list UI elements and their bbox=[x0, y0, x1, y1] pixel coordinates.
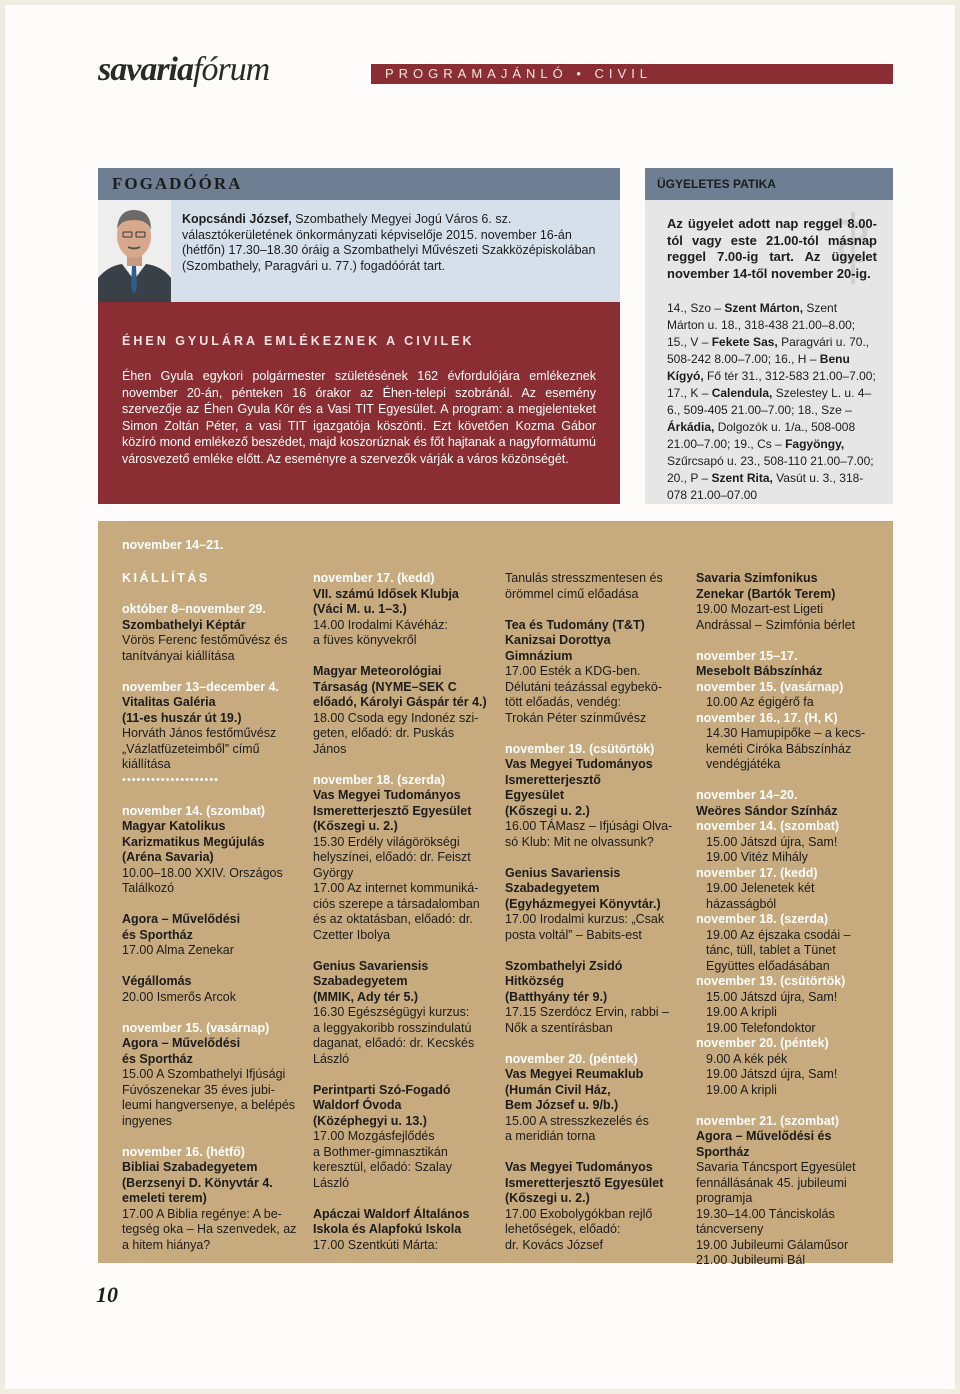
program-line: táncverseny bbox=[696, 1222, 764, 1236]
program-line: Társaság (NYME–SEK C bbox=[313, 679, 457, 694]
program-line: fennállásának 45. jubileumi bbox=[696, 1175, 847, 1190]
program-line: Szabadegyetem bbox=[313, 974, 408, 988]
program-line: 19.00 Jelenetek két házasságból bbox=[706, 881, 815, 911]
program-line: Bibliai Szabadegyetem bbox=[122, 1160, 258, 1174]
program-line: 17.00 Az internet kommuniká- bbox=[313, 881, 479, 895]
program-line: 17.00 Irodalmi kurzus: „Csak bbox=[505, 912, 665, 926]
program-line: Szombathelyi Zsidó bbox=[505, 958, 623, 973]
program-line: Gimnázium bbox=[505, 648, 573, 663]
program-line: 15.00 A Szombathelyi Ifjúsági bbox=[122, 1067, 286, 1081]
program-line: és Sportház bbox=[122, 927, 193, 942]
program-line: 16.00 TÁMasz – Ifjúsági Olva- bbox=[505, 819, 673, 833]
program-line: (11-es huszár út 19.) bbox=[122, 710, 242, 725]
program-line: 10.00 Az égigérő fa bbox=[706, 695, 814, 709]
program-line: tánc, tüll, tablet a Tünet bbox=[706, 943, 836, 957]
program-line: november 14. (szombat) bbox=[696, 819, 840, 833]
program-line: Agora – Művelődési bbox=[122, 1036, 241, 1050]
program-line: 19.00 Telefondoktor bbox=[706, 1020, 816, 1035]
patika-entry-name: Benu Kígyó, bbox=[667, 352, 850, 383]
program-line: november 17. (kedd) bbox=[313, 571, 435, 585]
program-line: Horváth János festőművész bbox=[122, 726, 277, 740]
program-line: a füves könyvekről bbox=[313, 633, 417, 647]
patika-header bbox=[645, 168, 893, 200]
program-line: Perintparti Szó-Fogadó bbox=[313, 1082, 451, 1097]
program-line: 14.00 Irodalmi Kávéház: bbox=[313, 617, 448, 632]
program-line: (Aréna Savaria) bbox=[122, 850, 214, 864]
program-line: (Kőszegi u. 2.) bbox=[505, 803, 590, 818]
program-line: Trokán Péter színművész bbox=[505, 710, 647, 725]
program-line: Magyar Katolikus bbox=[122, 819, 226, 833]
program-line: Agora – Művelődési bbox=[122, 912, 241, 926]
program-line: 19.00 Jubileumi Gálaműsor bbox=[696, 1237, 849, 1252]
program-line: Tanulás stresszmentesen és bbox=[505, 571, 663, 585]
program-line: 19.00 Vitéz Mihály bbox=[706, 850, 808, 864]
program-line: Nők a szentírásban bbox=[505, 1020, 613, 1035]
program-line: ciós szerepe a társadalomban bbox=[313, 896, 480, 911]
spacer bbox=[313, 943, 491, 959]
program-line: kiállítása bbox=[122, 757, 171, 771]
program-line: november 14. (szombat) bbox=[122, 803, 266, 818]
program-line: lehetőségek, előadó: bbox=[505, 1222, 621, 1236]
program-column-2 bbox=[313, 571, 491, 1253]
program-line: János bbox=[313, 741, 347, 756]
program-line: 19.00 Az éjszaka csodái – bbox=[706, 927, 851, 942]
program-line: posta voltál” – Babits-est bbox=[505, 927, 642, 942]
program-line: (Váci M. u. 1–3.) bbox=[313, 602, 407, 616]
program-line: 17.00 Exobolygókban rejlő bbox=[505, 1206, 653, 1221]
program-line: a leggyakoribb rosszindulatú bbox=[313, 1020, 472, 1035]
section-header-bar: PROGRAMAJÁNLÓ • CIVIL bbox=[371, 64, 893, 84]
spacer bbox=[505, 1036, 683, 1052]
program-line: 17.00 Mozgásfejlődés bbox=[313, 1129, 435, 1143]
program-line: „Vázlatfüzeteimből” című bbox=[122, 741, 260, 756]
program-line: Vas Megyei Tudományos bbox=[505, 757, 653, 771]
program-line: 9.00 A kék pék bbox=[706, 1051, 788, 1066]
page-number: 10 bbox=[96, 1282, 118, 1307]
program-line: László bbox=[313, 1051, 350, 1066]
program-line: 16.30 Egészségügyi kurzus: bbox=[313, 1005, 470, 1019]
patika-entry-post: Vasút u. 3., 318-078 21.00–07.00 bbox=[667, 471, 864, 502]
patika-list bbox=[667, 300, 877, 504]
program-line: Hitközség bbox=[505, 974, 565, 988]
program-line: 17.00 Alma Zenekar bbox=[122, 943, 234, 957]
program-line: programja bbox=[696, 1191, 753, 1205]
program-line: november 16., 17. (H, K) bbox=[696, 710, 838, 725]
program-line: 19.00 A kripli bbox=[706, 1082, 777, 1097]
program-line: november 15. (vasárnap) bbox=[122, 1020, 270, 1035]
patika-entry-post: Szent Márton u. 18., 318-438 21.00–8.00; bbox=[667, 301, 856, 332]
patika-entry-name: Árkádia, bbox=[667, 420, 715, 434]
program-line: Iskola és Alapfokú Iskola bbox=[313, 1222, 462, 1236]
spacer bbox=[313, 757, 491, 773]
program-column-1 bbox=[122, 571, 300, 1253]
program-line: (Kőszegi u. 2.) bbox=[505, 1191, 590, 1205]
program-line: Kanizsai Dorottya bbox=[505, 633, 611, 647]
program-line: 21.00 Jubileumi Bál bbox=[696, 1253, 806, 1267]
patika-entry-name: Fekete Sas, bbox=[711, 335, 778, 349]
program-line: Szabadegyetem bbox=[505, 881, 600, 895]
program-line: dr. Kovács József bbox=[505, 1237, 603, 1252]
patika-entry-post: Paragvári u. 70., 508-242 8.00–7.00; bbox=[667, 335, 870, 366]
program-column-3 bbox=[505, 571, 683, 1253]
patika-entry-post: Szelestey L. u. 4–6., 509-405 21.00–7.00; bbox=[667, 386, 872, 417]
fogadoora-description: Szombathely Megyei Jogú Város 6. sz. választókerületének önkormányzati képviselője 2015. november 16-án (hétfőn) 17.30–18.30 óráig a Szombathelyi Művészeti Szakközépiskolában (Szombathely, Paragvári u. 77.) fogadóórát tart. bbox=[182, 212, 596, 273]
program-line: helyszínei, előadó: dr. Feiszt bbox=[313, 850, 471, 864]
program-line: előadó, Károlyi Gáspár tér 4.) bbox=[313, 695, 487, 709]
logo-part-savaria: savaria bbox=[98, 51, 193, 88]
program-line: 17.00 A Biblia regénye: A be- bbox=[122, 1206, 282, 1221]
spacer bbox=[122, 1005, 300, 1021]
spacer bbox=[505, 1145, 683, 1161]
program-line: keresztül, előadó: Szalay bbox=[313, 1160, 452, 1174]
program-line: Együttes előadásában bbox=[706, 958, 830, 973]
program-line: tött előadás, vendég: bbox=[505, 695, 622, 709]
program-line: ingyenes bbox=[122, 1113, 173, 1128]
program-line: (Batthyány tér 9.) bbox=[505, 989, 608, 1004]
program-line: november 15. (vasárnap) bbox=[696, 679, 844, 694]
patika-title: ÜGYELETES PATIKA bbox=[657, 177, 776, 191]
patika-entry-name: Szent Márton, bbox=[724, 301, 804, 315]
program-line: november 14–20. bbox=[696, 788, 798, 802]
program-column-4 bbox=[696, 571, 874, 1269]
program-line: Ismeretterjesztő bbox=[505, 772, 601, 787]
program-line: Andrással – Szimfónia bérlet bbox=[696, 617, 856, 632]
program-line: 19.00 A kripli bbox=[706, 1005, 777, 1019]
program-line: 17.00 Szentkúti Márta: bbox=[313, 1237, 439, 1252]
program-line: Czetter Ibolya bbox=[313, 927, 391, 942]
program-line: Ismeretterjesztő Egyesület bbox=[313, 803, 472, 818]
program-line: Magyar Meteorológiai bbox=[313, 664, 442, 678]
program-line: október 8–november 29. bbox=[122, 602, 266, 616]
spacer bbox=[696, 633, 874, 649]
program-line: Apáczai Waldorf Általános bbox=[313, 1206, 470, 1221]
program-line: Vas Megyei Tudományos bbox=[505, 1160, 653, 1174]
program-line: Egyesület bbox=[505, 788, 565, 802]
program-line: (Egyházmegyei Könyvtár.) bbox=[505, 896, 661, 911]
program-line: 19.00 Játszd újra, Sam! bbox=[706, 1067, 838, 1081]
program-line: 20.00 Ismerős Arcok bbox=[122, 989, 236, 1004]
program-line: György bbox=[313, 865, 354, 880]
spacer bbox=[505, 850, 683, 866]
spacer bbox=[505, 943, 683, 959]
program-line: Délutáni teázással egybekö- bbox=[505, 679, 663, 694]
program-line: Sportház bbox=[696, 1144, 750, 1159]
program-line: 15.30 Erdély világörökségi bbox=[313, 834, 460, 849]
patika-entry-name: Fagyöngy, bbox=[785, 437, 845, 451]
program-line: 10.00–18.00 XXIV. Országos bbox=[122, 865, 283, 880]
patika-entry-pre: 16., H – bbox=[774, 352, 820, 366]
spacer bbox=[122, 587, 300, 603]
fogadoora-text bbox=[182, 212, 612, 274]
program-line: november 20. (péntek) bbox=[696, 1036, 829, 1050]
fogadoora-title: FOGADÓÓRA bbox=[112, 174, 243, 193]
program-line: Vas Megyei Tudományos bbox=[313, 788, 461, 802]
program-line: november 15–17. bbox=[696, 648, 798, 663]
patika-entry-post: Szűrcsapó u. 23., 508-110 21.00–7.00; bbox=[667, 454, 874, 468]
program-line: november 19. (csütörtök) bbox=[696, 974, 846, 988]
spacer bbox=[122, 959, 300, 975]
program-line: és Sportház bbox=[122, 1051, 193, 1066]
program-line: Találkozó bbox=[122, 881, 175, 895]
program-line: és az oktatásban, előadó: dr. bbox=[313, 912, 473, 926]
program-line: Mesebolt Bábszínház bbox=[696, 664, 823, 678]
program-line: 17.00 Esték a KDG-ben. bbox=[505, 664, 641, 678]
program-line: november 18. (szerda) bbox=[696, 912, 828, 926]
program-line: Waldorf Óvoda bbox=[313, 1098, 402, 1112]
patika-entry-pre: 14., Szo – bbox=[667, 301, 725, 315]
program-line: Savaria Táncsport Egyesület bbox=[696, 1160, 856, 1174]
program-line: 19.30–14.00 Tánciskolás bbox=[696, 1206, 835, 1221]
spacer bbox=[313, 1191, 491, 1207]
program-line: november 19. (csütörtök) bbox=[505, 741, 655, 756]
patika-entry-pre: 15., V – bbox=[667, 335, 712, 349]
program-line: KIÁLLÍTÁS bbox=[122, 571, 210, 585]
program-line: Végállomás bbox=[122, 974, 192, 988]
program-line: a hitem hiánya? bbox=[122, 1237, 211, 1252]
patika-entry-name: Calendula, bbox=[711, 386, 773, 400]
program-line: 15.00 Játszd újra, Sam! bbox=[706, 834, 838, 849]
program-line: november 20. (péntek) bbox=[505, 1051, 638, 1066]
program-line: Bem József u. 9/b.) bbox=[505, 1098, 619, 1112]
program-line: tanítványai kiállítása bbox=[122, 648, 235, 663]
patika-entry-post: Dolgozók u. 1/a., 508-008 21.00–7.00; bbox=[667, 420, 856, 451]
spacer bbox=[313, 1067, 491, 1083]
spacer bbox=[505, 602, 683, 618]
program-line: 19.00 Mozart-est Ligeti bbox=[696, 602, 824, 616]
spacer bbox=[122, 664, 300, 680]
patika-body bbox=[645, 200, 893, 504]
spacer bbox=[696, 773, 874, 789]
patika-entry-pre: 19., Cs – bbox=[733, 437, 786, 451]
program-line: Vas Megyei Reumaklub bbox=[505, 1067, 644, 1081]
program-line: tegség oka – Ha szenvedek, az bbox=[122, 1222, 297, 1236]
program-line: keméti Ciróka Bábszínház bbox=[706, 741, 852, 756]
program-line: november 16. (hétfő) bbox=[122, 1144, 245, 1159]
ehen-article bbox=[98, 302, 620, 504]
program-line: (Kőszegi u. 2.) bbox=[313, 819, 398, 833]
logo-part-forum: fórum bbox=[193, 51, 270, 88]
program-line: (Berzsenyi D. Könyvtár 4. bbox=[122, 1175, 273, 1190]
program-line: a Bothmer-gimnasztikán bbox=[313, 1144, 448, 1159]
program-line: •••••••••••••••••••• bbox=[122, 773, 220, 786]
program-line: november 17. (kedd) bbox=[696, 865, 818, 880]
program-line: Vitalitas Galéria bbox=[122, 695, 216, 709]
program-line: november 18. (szerda) bbox=[313, 772, 445, 787]
patika-entry-pre: 18., Sze – bbox=[797, 403, 852, 417]
program-line: november 13–december 4. bbox=[122, 679, 280, 694]
program-line: VII. számú Idősek Klubja bbox=[313, 586, 459, 601]
program-line: leumi hangversenye, a belépés bbox=[122, 1098, 296, 1112]
program-line: Karizmatikus Megújulás bbox=[122, 834, 265, 849]
portrait-photo bbox=[98, 200, 171, 302]
magazine-logo bbox=[98, 50, 269, 90]
ehen-text: Éhen Gyula egykori polgármester születésének 162 évfordulójára emlékeznek november 20-án, pénteken 16 órakor az Éhen-telepi szobránál. Az esemény szervezője az Éhen Gyula Kör és a Vasi TIT Egyesület. A program: a megjelenteket Simon Zoltán Péter, a vasi TIT igazgatója köszönti. Ezt követően Kozma Gábor közíró mond emlékező beszédet, majd koszorúznak és főt hajtanak a nagyformátumú városvezető emléke előtt. Az eseményre a szervezők várják a város közönségét. bbox=[122, 369, 596, 466]
patika-intro: Az ügyelet adott nap reggel 8.00-tól vagy este 21.00-tól másnap reggel 7.00-ig tart. Az ügyelet november 14-től november 20-ig. bbox=[667, 216, 877, 281]
patika-entry-name: Szent Rita, bbox=[711, 471, 773, 485]
fogadoora-header bbox=[98, 168, 620, 200]
program-line: vendégjátéka bbox=[706, 757, 781, 771]
program-line: só Klub: Mit ne olvassunk? bbox=[505, 834, 654, 849]
program-line: örömmel című előadása bbox=[505, 586, 639, 601]
ehen-title: ÉHEN GYULÁRA EMLÉKEZNEK A CIVILEK bbox=[122, 334, 475, 348]
program-line: Genius Savariensis bbox=[505, 865, 621, 880]
program-line: 15.00 A stresszkezelés és bbox=[505, 1113, 649, 1128]
program-date-range: november 14–21. bbox=[122, 538, 224, 552]
program-line: László bbox=[313, 1175, 350, 1190]
program-line: Agora – Művelődési és bbox=[696, 1129, 832, 1143]
patika-entry-pre: 20., P – bbox=[667, 471, 712, 485]
patika-entry-post: Fő tér 31., 312-583 21.00–7.00; bbox=[703, 369, 876, 383]
program-line: 17.15 Szerdócz Ervin, rabbi – bbox=[505, 1005, 669, 1019]
spacer bbox=[122, 897, 300, 913]
spacer bbox=[505, 726, 683, 742]
program-line: geten, előadó: dr. Puskás bbox=[313, 726, 455, 740]
program-line: Zenekar (Bartók Terem) bbox=[696, 586, 836, 601]
program-line: (MMIK, Ady tér 5.) bbox=[313, 989, 419, 1004]
program-line: (Humán Civil Ház, bbox=[505, 1082, 611, 1097]
program-line: Savaria Szimfonikus bbox=[696, 571, 818, 585]
spacer bbox=[696, 1098, 874, 1114]
program-line: Tea és Tudomány (T&T) bbox=[505, 617, 645, 632]
program-line: daganat, előadó: dr. Kecskés bbox=[313, 1036, 475, 1050]
program-line: november 21. (szombat) bbox=[696, 1113, 840, 1128]
program-line: Fúvószenekar 35 éves jubi- bbox=[122, 1082, 275, 1097]
person-name: Kopcsándi József, bbox=[182, 212, 292, 226]
program-line: a meridián torna bbox=[505, 1129, 596, 1143]
program-line: 18.00 Csoda egy Indonéz szi- bbox=[313, 710, 479, 725]
program-line: (Középhegyi u. 13.) bbox=[313, 1113, 427, 1128]
program-line: 15.00 Játszd újra, Sam! bbox=[706, 989, 838, 1004]
program-line: Ismeretterjesztő Egyesület bbox=[505, 1175, 664, 1190]
patika-entry-pre: 17., K – bbox=[667, 386, 712, 400]
spacer bbox=[122, 788, 300, 804]
program-box bbox=[98, 521, 893, 1267]
program-line: Weöres Sándor Színház bbox=[696, 803, 838, 818]
program-line: Genius Savariensis bbox=[313, 958, 429, 973]
spacer bbox=[313, 649, 491, 665]
spacer bbox=[122, 1129, 300, 1145]
program-line: Vörös Ferenc festőművész és bbox=[122, 633, 288, 647]
program-line: 14.30 Hamupipőke – a kecs- bbox=[706, 726, 866, 740]
program-line: Szombathelyi Képtár bbox=[122, 617, 246, 632]
program-line: emeleti terem) bbox=[122, 1191, 207, 1205]
